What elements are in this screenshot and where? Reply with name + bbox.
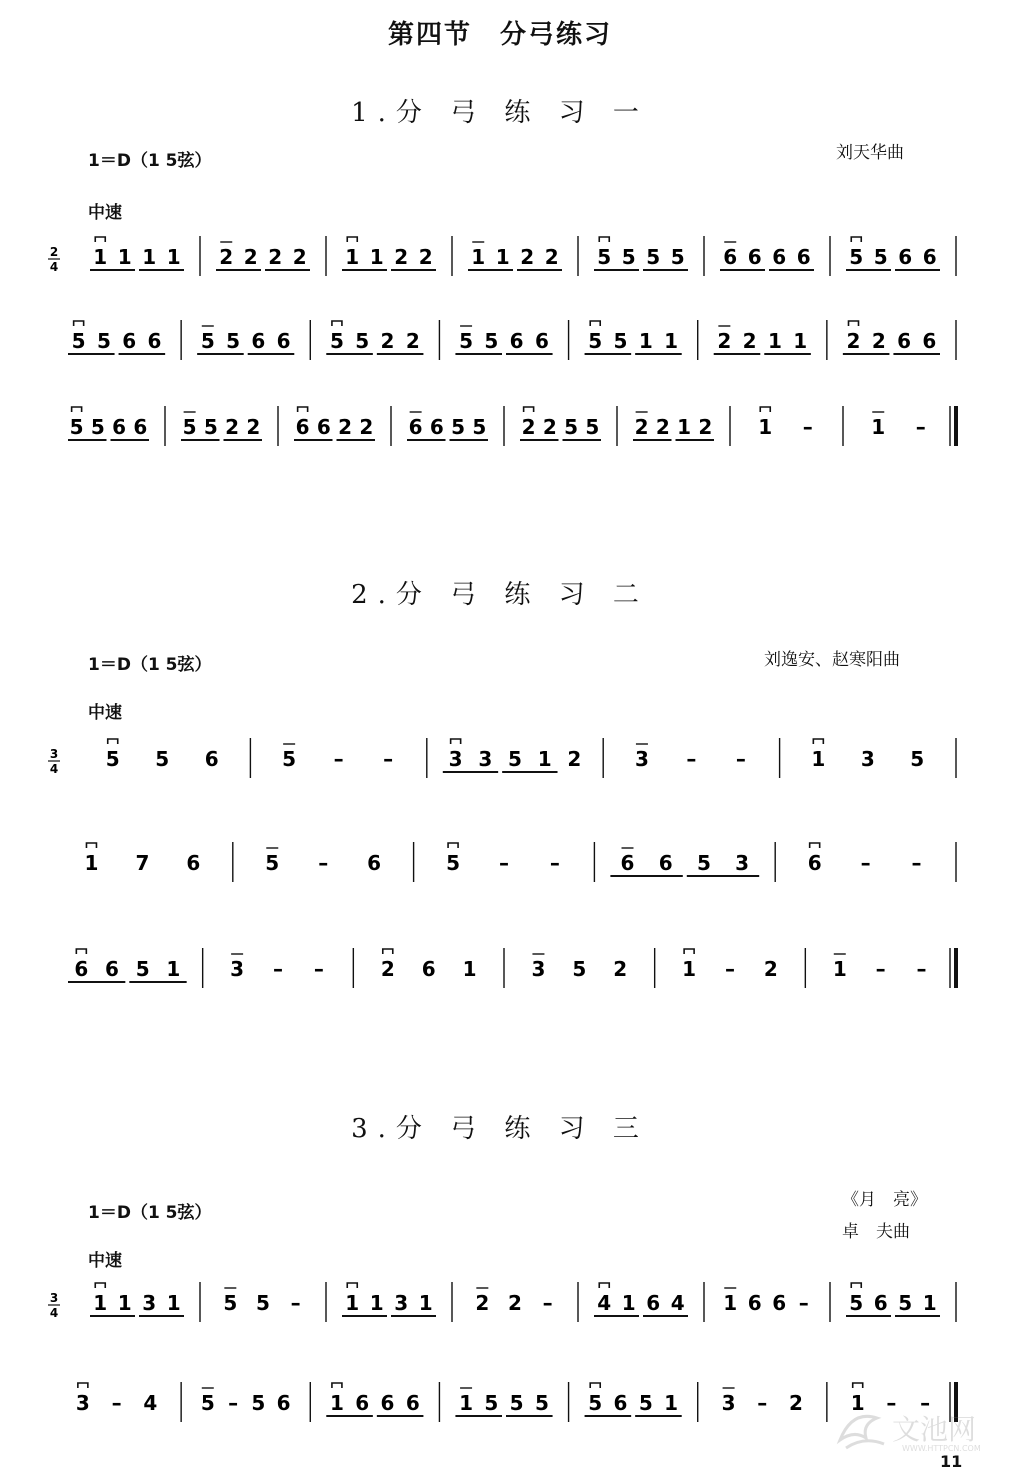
- note: 1: [459, 1391, 474, 1415]
- note: 1: [166, 245, 181, 269]
- watermark-text: 文池网: [892, 1413, 977, 1446]
- note: 5: [670, 245, 685, 269]
- staff-row: [40, 228, 970, 288]
- note: 1: [621, 1291, 636, 1315]
- down-bow-mark: [851, 1283, 861, 1288]
- note: 5: [265, 851, 280, 875]
- down-bow-mark: [78, 1383, 88, 1388]
- note: 5: [585, 415, 600, 439]
- note: 6: [408, 415, 423, 439]
- note: 5: [508, 747, 522, 771]
- note: 6: [204, 747, 219, 771]
- staff-row: [40, 398, 970, 458]
- down-bow-mark: [332, 321, 342, 326]
- down-bow-mark: [590, 321, 600, 326]
- note: 2: [567, 747, 582, 771]
- note: 5: [155, 747, 170, 771]
- dash-note: –: [875, 957, 886, 981]
- note: 2: [789, 1391, 803, 1415]
- note: 6: [133, 415, 148, 439]
- down-bow-mark: [448, 843, 458, 848]
- note: 5: [135, 957, 150, 981]
- note: 5: [638, 1391, 653, 1415]
- note: 2: [655, 415, 670, 439]
- note: 2: [246, 415, 261, 439]
- time-sig-numerator: 3: [49, 747, 59, 761]
- note: 1: [117, 245, 132, 269]
- exercise-2-title: 2.分 弓 练 习 二: [351, 580, 649, 610]
- down-bow-mark: [72, 407, 82, 412]
- note: 2: [225, 415, 240, 439]
- bird-logo-icon: [832, 1400, 892, 1460]
- note: 2: [405, 329, 420, 353]
- note: 5: [329, 329, 344, 353]
- note: 6: [922, 329, 937, 353]
- note: 6: [186, 851, 201, 875]
- down-bow-mark: [95, 1283, 105, 1288]
- note: 4: [597, 1291, 612, 1315]
- section-title: 第四节 分弓练习: [387, 20, 612, 50]
- note: 1: [922, 1291, 937, 1315]
- note: 1: [117, 1291, 132, 1315]
- note: 5: [251, 1391, 266, 1415]
- note: 5: [446, 851, 461, 875]
- dash-note: –: [273, 957, 283, 981]
- note: 3: [75, 1391, 90, 1415]
- note: 2: [394, 245, 409, 269]
- note: 4: [143, 1391, 158, 1415]
- dash-note: –: [383, 747, 394, 771]
- note: 5: [200, 1391, 215, 1415]
- note: 6: [367, 851, 382, 875]
- time-sig-denominator: 4: [49, 260, 59, 274]
- dash-note: –: [911, 851, 922, 875]
- note: 5: [90, 415, 105, 439]
- note: 6: [509, 329, 524, 353]
- note: 1: [84, 851, 99, 875]
- note: 1: [166, 1291, 181, 1315]
- note: 5: [564, 415, 579, 439]
- dash-note: –: [860, 851, 871, 875]
- note: 2: [380, 957, 395, 981]
- note: 5: [182, 415, 197, 439]
- note: 1: [329, 1391, 344, 1415]
- note: 1: [166, 957, 181, 981]
- note: 1: [471, 245, 486, 269]
- down-bow-mark: [813, 739, 823, 744]
- note: 3: [721, 1391, 736, 1415]
- note: 1: [664, 329, 679, 353]
- note: 1: [850, 1391, 865, 1415]
- note: 2: [219, 245, 234, 269]
- dash-note: –: [499, 851, 509, 875]
- note: 5: [873, 245, 888, 269]
- note: 6: [355, 1391, 370, 1415]
- note: 6: [534, 329, 549, 353]
- staff-row: [40, 940, 970, 1000]
- note: 3: [230, 957, 245, 981]
- note: 5: [71, 329, 86, 353]
- down-bow-mark: [599, 237, 609, 242]
- down-bow-mark: [74, 321, 84, 326]
- dash-note: –: [228, 1391, 239, 1415]
- down-bow-mark: [853, 1383, 863, 1388]
- dash-note: –: [333, 747, 344, 771]
- exercise-3-title: 3.分 弓 练 习 三: [351, 1114, 649, 1144]
- down-bow-mark: [849, 321, 859, 326]
- note: 3: [735, 851, 750, 875]
- note: 5: [472, 415, 487, 439]
- down-bow-mark: [298, 407, 308, 412]
- dash-note: –: [757, 1391, 768, 1415]
- note: 6: [646, 1291, 661, 1315]
- note: 5: [105, 747, 120, 771]
- note: 6: [316, 415, 331, 439]
- exercise-2-composer: 刘逸安、赵寒阳曲: [764, 650, 900, 670]
- dash-note: –: [542, 1291, 553, 1315]
- exercise-1-title: 1.分 弓 练 习 一: [351, 98, 649, 128]
- note: 5: [910, 747, 925, 771]
- note: 5: [572, 957, 587, 981]
- note: 1: [638, 329, 653, 353]
- staff-row: [40, 730, 970, 790]
- note: 3: [634, 747, 649, 771]
- staff-row: [40, 1374, 970, 1434]
- note: 2: [846, 329, 861, 353]
- note: 5: [588, 329, 603, 353]
- note: 2: [717, 329, 732, 353]
- note: 6: [74, 957, 89, 981]
- note: 1: [758, 415, 773, 439]
- note: 1: [871, 415, 886, 439]
- page-number: 11: [940, 1452, 963, 1471]
- note: 6: [747, 245, 762, 269]
- note: 2: [359, 415, 374, 439]
- note: 6: [147, 329, 162, 353]
- exercise-3-composer: 卓 夫曲: [842, 1222, 910, 1242]
- note: 1: [93, 245, 108, 269]
- note: 6: [405, 1391, 420, 1415]
- note: 6: [105, 957, 119, 981]
- staff-row: [40, 1274, 970, 1334]
- exercise-2-key: 1＝D（1 5弦）: [88, 655, 212, 675]
- note: 2: [542, 415, 557, 439]
- note: 6: [796, 245, 811, 269]
- note: 6: [723, 245, 738, 269]
- note: 6: [898, 245, 913, 269]
- note: 5: [597, 245, 612, 269]
- note: 6: [620, 851, 635, 875]
- note: 6: [897, 329, 912, 353]
- note: 1: [345, 1291, 360, 1315]
- note: 6: [276, 329, 291, 353]
- note: 2: [742, 329, 757, 353]
- note: 2: [763, 957, 778, 981]
- note: 2: [508, 1291, 522, 1315]
- note: 2: [380, 329, 395, 353]
- note: 6: [747, 1291, 762, 1315]
- note: 1: [793, 329, 808, 353]
- down-bow-mark: [524, 407, 534, 412]
- dash-note: –: [290, 1291, 301, 1315]
- note: 3: [531, 957, 546, 981]
- note: 7: [135, 851, 150, 875]
- note: 5: [849, 245, 864, 269]
- down-bow-mark: [347, 1283, 357, 1288]
- note: 5: [696, 851, 711, 875]
- dash-note: –: [886, 1391, 897, 1415]
- note: 5: [355, 329, 370, 353]
- note: 5: [621, 245, 636, 269]
- down-bow-mark: [684, 949, 694, 954]
- note: 6: [276, 1391, 291, 1415]
- dash-note: –: [318, 851, 329, 875]
- note: 2: [475, 1291, 490, 1315]
- note: 5: [613, 329, 628, 353]
- down-bow-mark: [810, 843, 820, 848]
- note: 1: [369, 245, 384, 269]
- note: 1: [418, 1291, 433, 1315]
- note: 2: [292, 245, 307, 269]
- dash-note: –: [313, 957, 324, 981]
- down-bow-mark: [760, 407, 770, 412]
- note: 2: [243, 245, 258, 269]
- note: 3: [394, 1291, 409, 1315]
- watermark-url: WWW.HTTPCN.COM: [902, 1444, 981, 1453]
- down-bow-mark: [332, 1383, 342, 1388]
- down-bow-mark: [451, 739, 461, 744]
- note: 5: [451, 415, 466, 439]
- down-bow-mark: [347, 237, 357, 242]
- down-bow-mark: [851, 237, 861, 242]
- dash-note: –: [798, 1291, 809, 1315]
- note: 6: [421, 957, 436, 981]
- note: 5: [646, 245, 661, 269]
- dash-note: –: [916, 957, 927, 981]
- note: 2: [613, 957, 628, 981]
- down-bow-mark: [599, 1283, 609, 1288]
- dash-note: –: [802, 415, 813, 439]
- note: 2: [871, 329, 886, 353]
- note: 1: [723, 1291, 738, 1315]
- note: 1: [767, 329, 782, 353]
- note: 6: [429, 415, 444, 439]
- note: 2: [418, 245, 433, 269]
- note: 1: [369, 1291, 384, 1315]
- down-bow-mark: [108, 739, 118, 744]
- down-bow-mark: [383, 949, 393, 954]
- note: 3: [448, 747, 463, 771]
- exercise-1-tempo: 中速: [88, 203, 122, 223]
- dash-note: –: [915, 415, 926, 439]
- note: 2: [544, 245, 559, 269]
- note: 6: [122, 329, 137, 353]
- note: 6: [873, 1291, 888, 1315]
- down-bow-mark: [590, 1383, 600, 1388]
- note: 1: [832, 957, 847, 981]
- note: 5: [203, 415, 218, 439]
- note: 1: [142, 245, 157, 269]
- note: 2: [698, 415, 713, 439]
- note: 5: [256, 1291, 270, 1315]
- watermark-logo: [832, 1400, 1022, 1460]
- dash-note: –: [686, 747, 697, 771]
- note: 6: [380, 1391, 395, 1415]
- down-bow-mark: [86, 843, 96, 848]
- note: 6: [658, 851, 673, 875]
- note: 2: [521, 415, 536, 439]
- note: 5: [223, 1291, 238, 1315]
- note: 1: [682, 957, 697, 981]
- staff-row: [40, 312, 970, 372]
- exercise-3-tempo: 中速: [88, 1251, 122, 1271]
- exercise-2-tempo: 中速: [88, 703, 122, 723]
- note: 3: [142, 1291, 157, 1315]
- note: 5: [459, 329, 474, 353]
- dash-note: –: [725, 957, 735, 981]
- note: 5: [226, 329, 241, 353]
- staff-row: [40, 834, 970, 894]
- time-sig-numerator: 2: [49, 245, 59, 259]
- exercise-3-key: 1＝D（1 5弦）: [88, 1203, 212, 1223]
- time-sig-denominator: 4: [49, 762, 59, 776]
- note: 5: [534, 1391, 549, 1415]
- note: 6: [251, 329, 266, 353]
- note: 1: [345, 245, 360, 269]
- note: 3: [478, 747, 493, 771]
- time-sig-denominator: 4: [49, 1306, 59, 1320]
- note: 5: [898, 1291, 913, 1315]
- note: 1: [462, 957, 477, 981]
- exercise-1-key: 1＝D（1 5弦）: [88, 151, 212, 171]
- note: 6: [807, 851, 822, 875]
- note: 1: [677, 415, 692, 439]
- exercise-3-piece-name: 《月 亮》: [842, 1190, 927, 1210]
- note: 6: [772, 245, 787, 269]
- note: 1: [664, 1391, 679, 1415]
- dash-note: –: [920, 1391, 931, 1415]
- down-bow-mark: [95, 237, 105, 242]
- note: 5: [484, 329, 499, 353]
- down-bow-mark: [76, 949, 86, 954]
- note: 5: [69, 415, 84, 439]
- note: 5: [509, 1391, 524, 1415]
- note: 5: [96, 329, 111, 353]
- note: 5: [484, 1391, 499, 1415]
- note: 5: [849, 1291, 864, 1315]
- note: 1: [495, 245, 510, 269]
- note: 1: [537, 747, 552, 771]
- note: 6: [295, 415, 310, 439]
- time-sig-numerator: 3: [49, 1291, 59, 1305]
- note: 1: [811, 747, 826, 771]
- exercise-1-composer: 刘天华曲: [836, 143, 904, 163]
- note: 6: [112, 415, 127, 439]
- note: 2: [634, 415, 649, 439]
- note: 4: [670, 1291, 685, 1315]
- dash-note: –: [735, 747, 746, 771]
- note: 1: [93, 1291, 108, 1315]
- note: 6: [922, 245, 937, 269]
- note: 6: [772, 1291, 787, 1315]
- note: 5: [282, 747, 297, 771]
- note: 5: [200, 329, 215, 353]
- note: 3: [860, 747, 875, 771]
- note: 2: [520, 245, 535, 269]
- note: 2: [338, 415, 353, 439]
- note: 5: [588, 1391, 603, 1415]
- note: 2: [268, 245, 283, 269]
- dash-note: –: [549, 851, 560, 875]
- note: 6: [613, 1391, 628, 1415]
- dash-note: –: [111, 1391, 122, 1415]
